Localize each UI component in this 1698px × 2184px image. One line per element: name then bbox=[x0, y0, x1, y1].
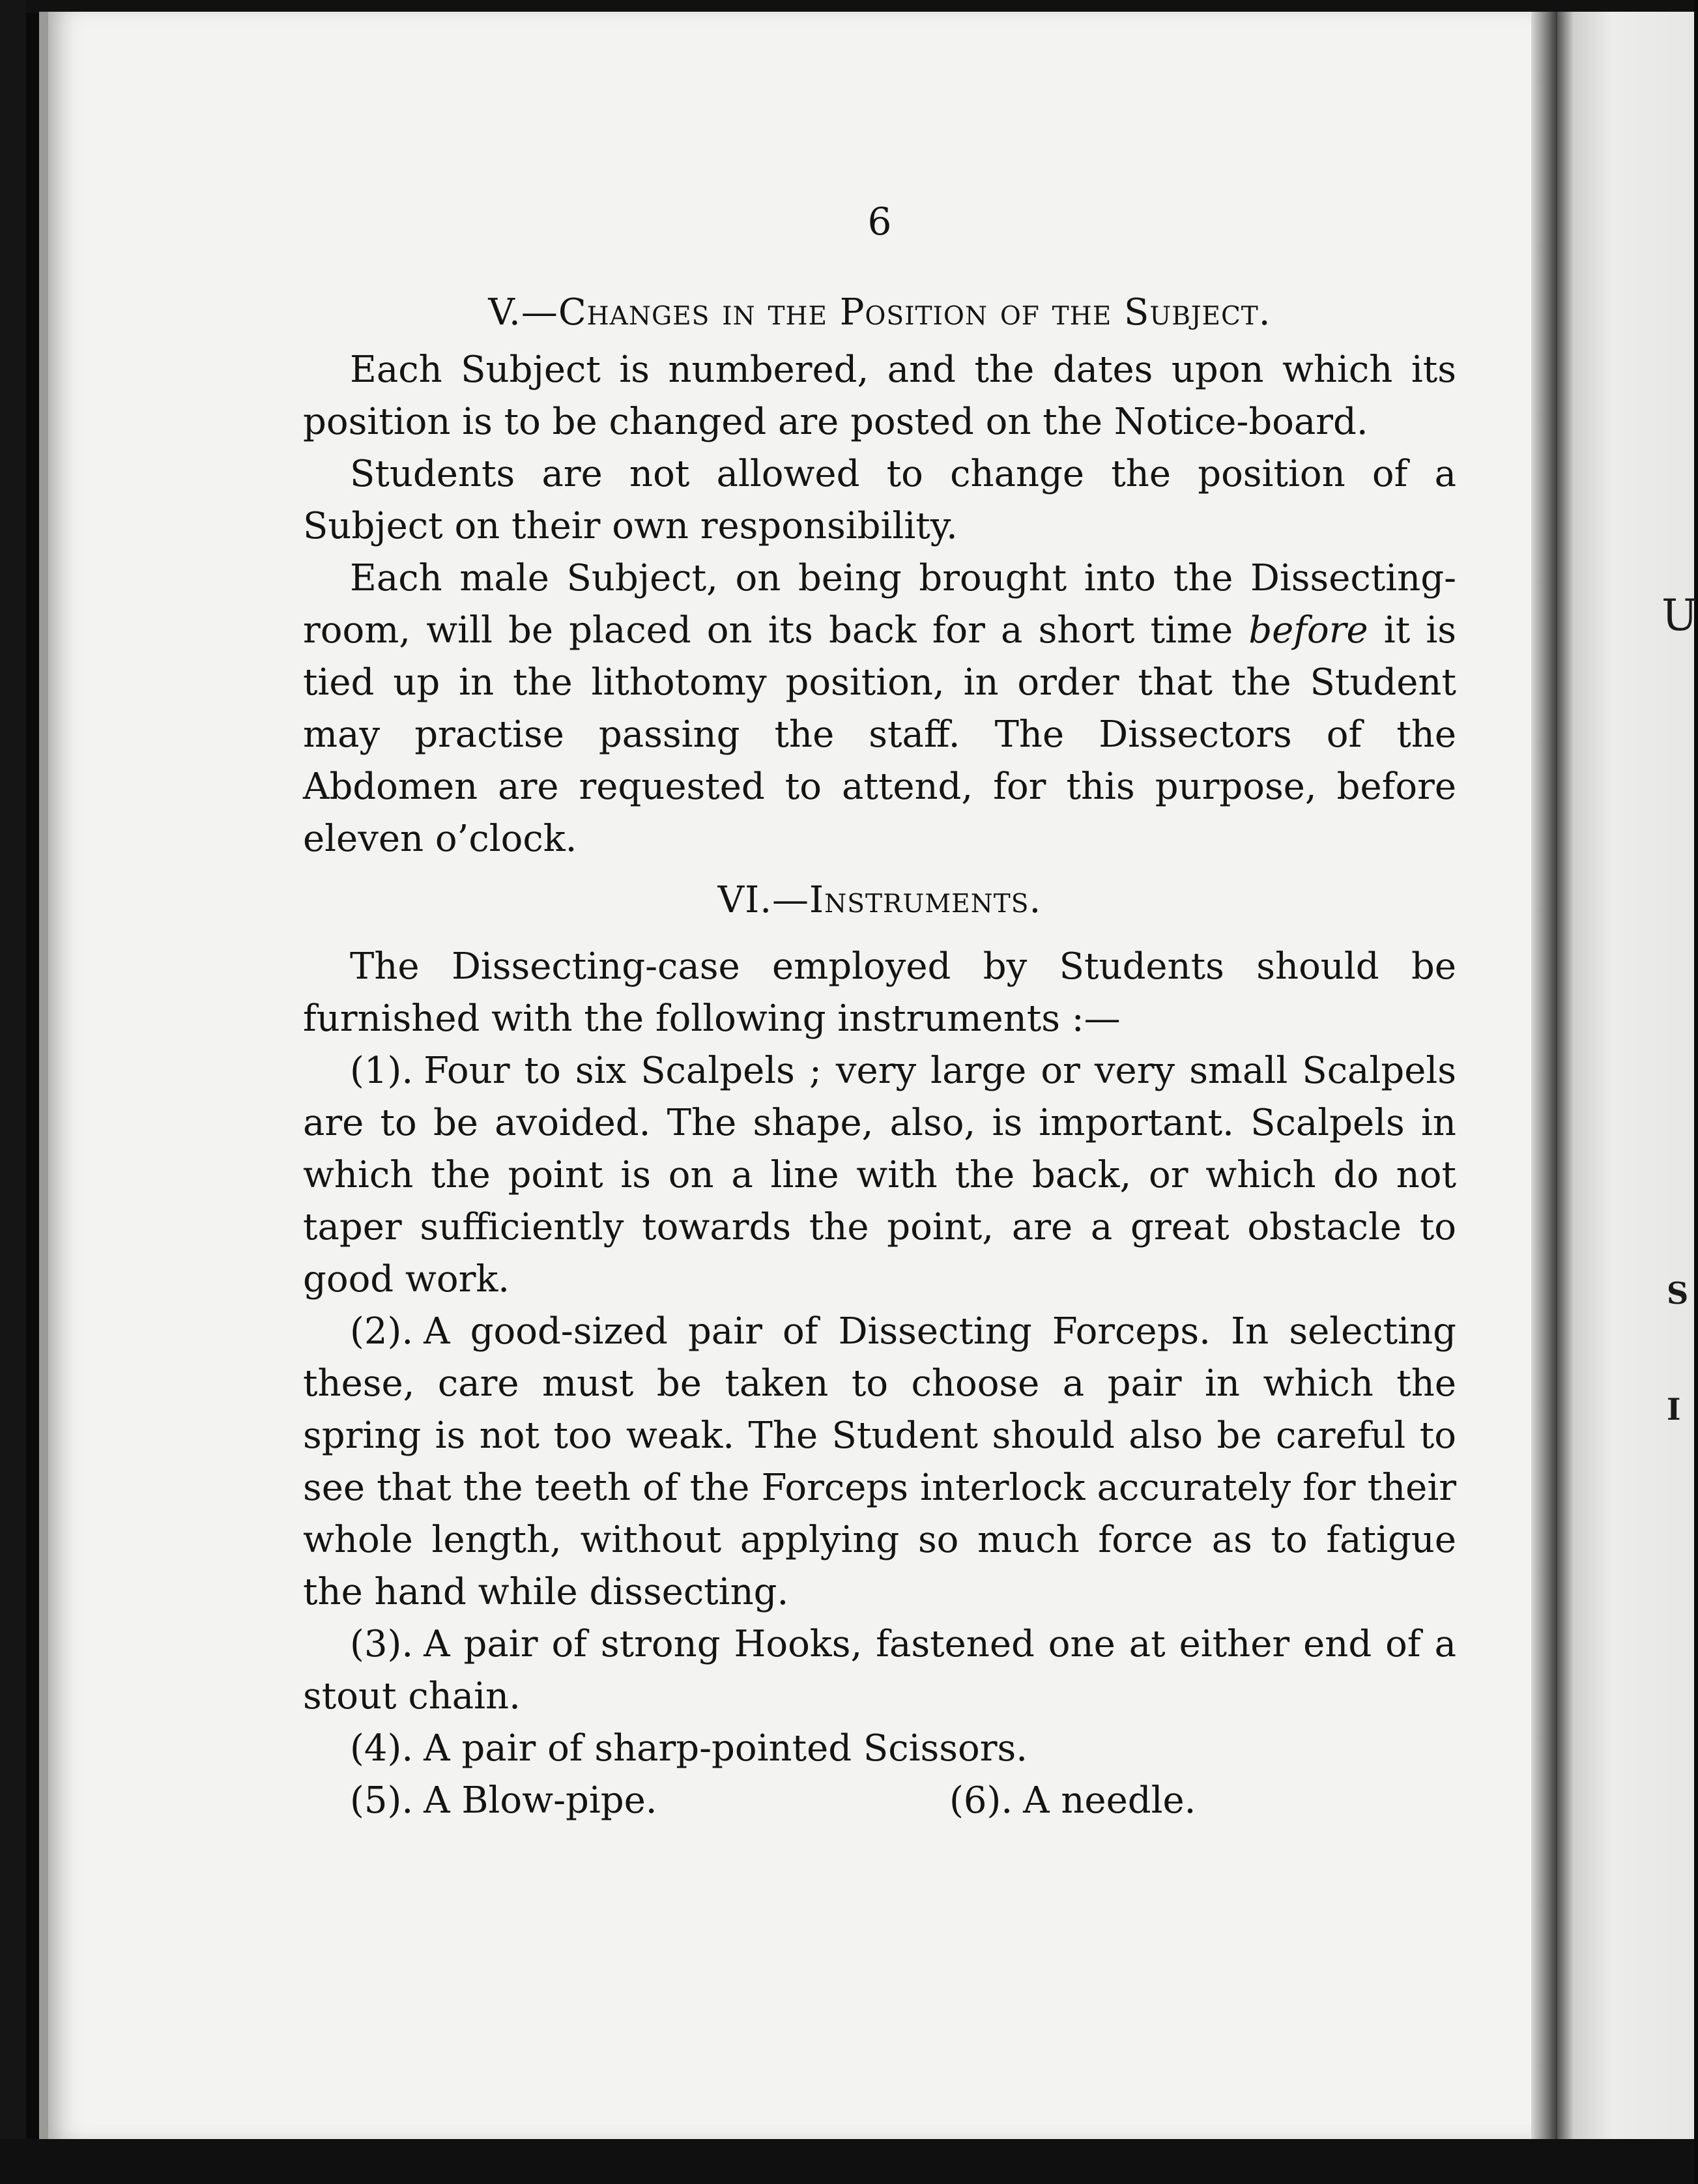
instrument-row bbox=[303, 1775, 1456, 1827]
instrument-item bbox=[303, 1723, 1456, 1775]
item-text: A pair of strong Hooks, fastened one at either end of a stout chain. bbox=[303, 1623, 1456, 1717]
facing-page-fragment: U bbox=[1662, 590, 1698, 640]
emphasis: before bbox=[1248, 609, 1368, 652]
instrument-item bbox=[949, 1775, 1196, 1827]
page-gutter bbox=[1531, 12, 1557, 2139]
text-run: Each male Subject, on being brought into the Dissecting-room, will be placed on its back for a short time bbox=[303, 557, 1456, 652]
section-vi-heading: VI.—Instruments. bbox=[717, 879, 1042, 921]
paragraph: Students are not allowed to change the position of a Subject on their own responsibility. bbox=[303, 453, 1456, 547]
item-text: A good-sized pair of Dissecting Forceps. In selecting these, care must be taken to choose a pair in which the spring is not too weak. The Student should also be careful to see that the teeth of the Forceps interlock accurately for their whole length, without applying so much force as to fatigue the hand while dissecting. bbox=[303, 1310, 1456, 1613]
item-number: (1). bbox=[350, 1050, 414, 1092]
item-number: (6). bbox=[949, 1779, 1013, 1822]
item-text: Four to six Scalpels ; very large or very small Scalpels are to be avoided. The shape, also, is important. Scalpels in which the point is on a line with the back, or which do not taper sufficiently towards the point, are a great obstacle to good work. bbox=[303, 1050, 1456, 1300]
facing-page-fragment: I bbox=[1667, 1392, 1681, 1427]
item-number: (4). bbox=[350, 1727, 414, 1770]
instrument-item bbox=[303, 1306, 1456, 1618]
instrument-item bbox=[303, 1618, 1456, 1723]
item-number: (3). bbox=[350, 1623, 414, 1665]
paragraph: Each Subject is numbered, and the dates upon which its position is to be changed are posted on the Notice-board. bbox=[303, 349, 1456, 443]
paragraph bbox=[303, 553, 1456, 865]
scan-border-top bbox=[0, 0, 1694, 13]
item-text: A needle. bbox=[1023, 1779, 1196, 1822]
facing-page bbox=[1557, 12, 1698, 2139]
item-number: (2). bbox=[350, 1310, 414, 1353]
item-text: A Blow-pipe. bbox=[424, 1779, 657, 1822]
page-number: 6 bbox=[867, 199, 892, 244]
item-text: A pair of sharp-pointed Scissors. bbox=[424, 1727, 1028, 1770]
instrument-item bbox=[350, 1775, 949, 1827]
text-run: it is tied up in the lithotomy position, in order that the Student may practise passing the staff. The Dissectors of the Abdomen are requested to attend, for this purpose, before eleven o’clock. bbox=[303, 609, 1456, 860]
paragraph: The Dissecting-case employed by Students should be furnished with the following instruments :— bbox=[303, 945, 1456, 1040]
facing-page-fragment: S bbox=[1667, 1276, 1689, 1311]
scan-border-bottom bbox=[0, 2139, 1694, 2184]
section-v-heading: V.—Changes in the Position of the Subject. bbox=[488, 291, 1271, 334]
instrument-item bbox=[303, 1045, 1456, 1306]
item-number: (5). bbox=[350, 1779, 414, 1822]
scan-border-left bbox=[0, 0, 26, 2184]
page-text bbox=[303, 195, 1456, 1827]
